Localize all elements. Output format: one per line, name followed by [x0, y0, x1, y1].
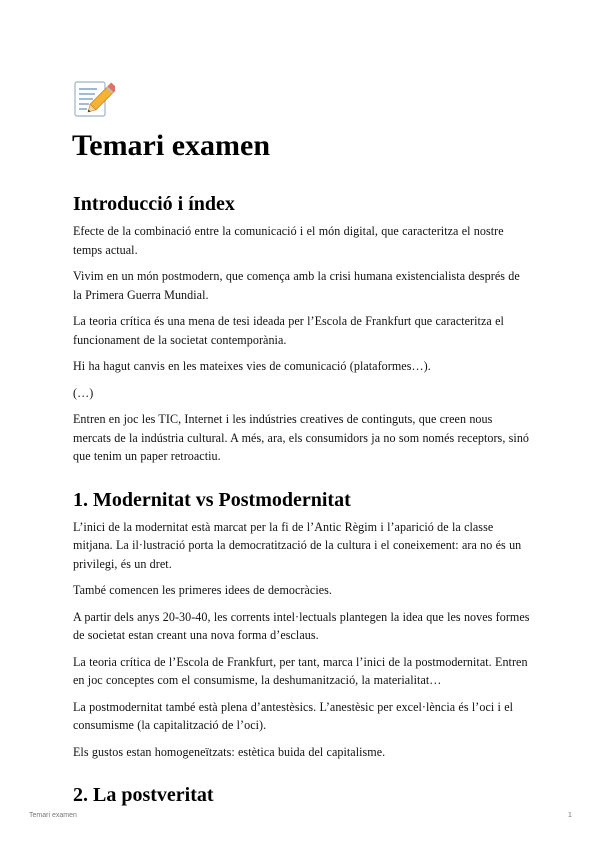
- paragraph: L’inici de la modernitat està marcat per la fi de l’Antic Règim i l’aparició de la classe mitjana. La il·lustració porta la democratització de la cultura i el coneixement: ara no és un privilegi, és un dret.: [73, 519, 522, 571]
- document-body: [73, 190, 531, 809]
- section-heading: 1. Modernitat vs Postmodernitat: [73, 488, 351, 511]
- page-number: 1: [568, 812, 572, 819]
- paragraph: També comencen les primeres idees de democràcies.: [73, 583, 333, 597]
- paragraph: Vivim en un món postmodern, que comença amb la crisi humana existencialista després de la Primera Guerra Mundial.: [73, 269, 520, 302]
- section-heading: 2. La postveritat: [73, 784, 214, 806]
- paragraph: La teoria crítica de l’Escola de Frankfurt, per tant, marca l’inici de la postmodernitat. Entren en joc conceptes com el consumisme, la deshumanització, la materialitat…: [73, 654, 528, 687]
- footer-title: Temari examen: [29, 812, 77, 819]
- paragraph: Els gustos estan homogeneïtzats: estètica buida del capitalisme.: [73, 744, 386, 759]
- paragraph: (…): [73, 385, 94, 400]
- paragraph: A partir dels anys 20-30-40, les corrents intel·lectuals plantegen la idea que les noves formes de societat estan creant una nova forma d’esclaus.: [73, 609, 530, 642]
- paragraph: La postmodernitat també està plena d’antestèsics. L’anestèsic per excel·lència és l’oci i el consumisme (la capitalització de l’oci).: [73, 699, 514, 732]
- paragraph: Efecte de la combinació entre la comunicació i el món digital, que caracteritza el nostre temps actual.: [73, 224, 504, 257]
- section-heading: Introducció i índex: [73, 193, 235, 215]
- paragraph: Hi ha hagut canvis en les mateixes vies de comunicació (plataformes…).: [73, 359, 431, 373]
- paragraph: Entren en joc les TIC, Internet i les indústries creatives de continguts, que creen nous mercats de la indústria cultural. A més, ara, els consumidors ja no som només receptors, sinó que tenim un paper retroactiu.: [73, 412, 530, 463]
- memo-icon: [73, 78, 115, 120]
- paragraph: La teoria crítica és una mena de tesi ideada per l’Escola de Frankfurt que caracteritza el funcionament de la societat contemporània.: [73, 314, 504, 347]
- page-title: Temari examen: [72, 129, 271, 162]
